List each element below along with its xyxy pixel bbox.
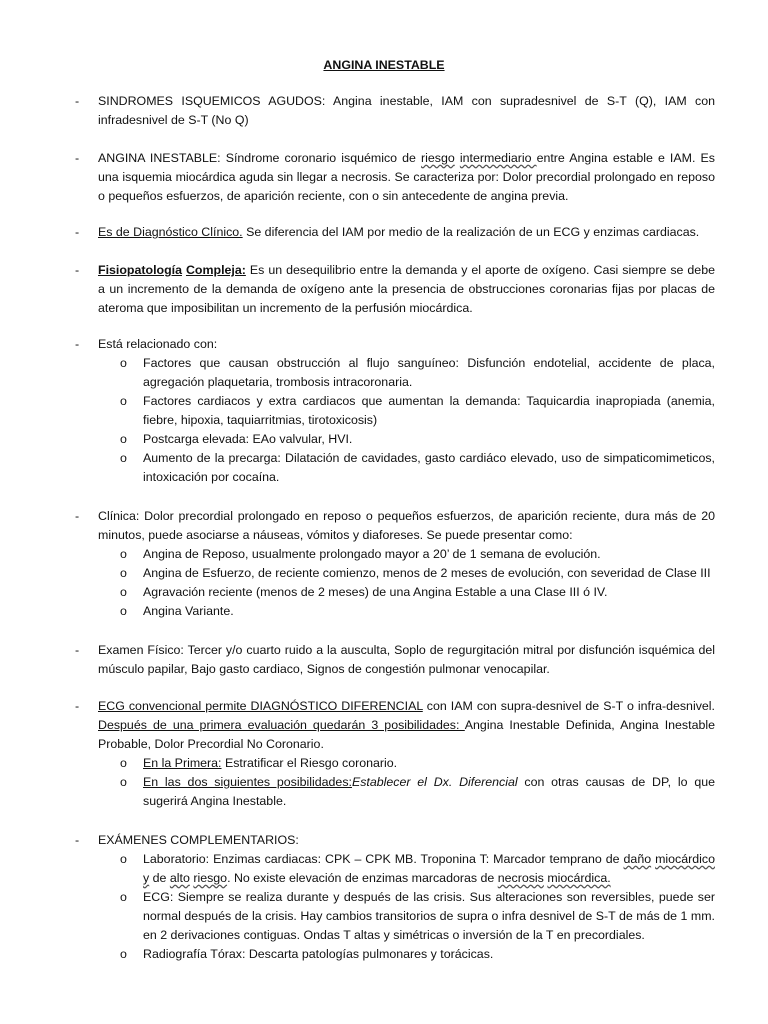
bullet-marker: o bbox=[120, 432, 127, 446]
bullet-marker: o bbox=[120, 604, 127, 618]
definition-text-b: entre Angina estable e IAM. Es una isquemia miocárdica aguda sin llegar a necrosis. Se caracteriza por: Dolor precordial prolongado en reposo o pequeños esfuerzos, de aparición reciente, con o sin antecedente de angina previa. bbox=[98, 151, 715, 203]
section-relacionado bbox=[75, 335, 715, 487]
bullet-marker: o bbox=[120, 356, 127, 370]
siguientes-text: con otras causas de DP, lo que sugerirá Angina Inestable. bbox=[143, 775, 715, 808]
dash-marker: - bbox=[75, 94, 80, 108]
word-y: y bbox=[143, 871, 150, 885]
list-item-text: Aumento de la precarga: Dilatación de cavidades, gasto cardiáco elevado, uso de simpaticomimeticos, intoxicación por cocaína. bbox=[143, 451, 715, 484]
dx-diferencial-text: Establecer el Dx. Diferencial bbox=[351, 775, 518, 789]
list-item-text: Factores cardiacos y extra cardiacos que aumentan la demanda: Taquicardia inapropiada (anemia, fiebre, hipoxia, taquiarritmias, tirotoxicosis) bbox=[143, 394, 715, 427]
list-item bbox=[98, 602, 715, 621]
ecg-text-1: con IAM con supra-desnivel de S-T o infra-desnivel. bbox=[422, 699, 715, 713]
diagnostico-clinico-label: Es de Diagnóstico Clínico. bbox=[98, 225, 243, 239]
list-item bbox=[98, 430, 715, 449]
list-item-laboratorio bbox=[98, 850, 715, 888]
list-item bbox=[98, 449, 715, 487]
sindromes-text: SINDROMES ISQUEMICOS AGUDOS: Angina inestable, IAM con supradesnivel de S-T (Q), IAM con infradesnivel de S-T (No Q) bbox=[98, 94, 715, 127]
section-sindromes bbox=[75, 92, 715, 130]
primera-label: En la Primera: bbox=[143, 756, 222, 770]
dash-marker: - bbox=[75, 151, 80, 165]
list-item-radiografia bbox=[98, 945, 715, 964]
word-miocardico: miocárdico bbox=[655, 852, 715, 866]
list-item bbox=[98, 392, 715, 430]
lab-text-b: de bbox=[149, 871, 170, 885]
bullet-marker: o bbox=[120, 775, 127, 789]
list-item bbox=[98, 354, 715, 392]
primera-text: Estratificar el Riesgo coronario. bbox=[221, 756, 398, 770]
list-item-text: Agravación reciente (menos de 2 meses) de una Angina Estable a una Clase III ó IV. bbox=[143, 585, 608, 599]
section-diagnostico bbox=[75, 223, 715, 242]
dash-marker: - bbox=[75, 833, 80, 847]
fisiopatologia-label: Fisiopatología bbox=[98, 263, 182, 277]
word-riesgo: riesgo bbox=[421, 151, 455, 165]
list-item bbox=[98, 773, 715, 811]
lab-text-a: Laboratorio: Enzimas cardiacas: CPK – CPK MB. Troponina T: Marcador temprano de bbox=[143, 852, 624, 866]
word-intermediario: intermediario bbox=[459, 151, 537, 165]
diagnostico-text bbox=[98, 223, 715, 242]
examen-fisico-text: Examen Físico: Tercer y/o cuarto ruido a la ausculta, Soplo de regurgitación mitral por disfunción isquémica del músculo papilar, Bajo gasto cardiaco, Signos de congestión pulmonar venocapilar. bbox=[98, 643, 715, 676]
list-item-ecg bbox=[98, 888, 715, 945]
page-title: ANGINA INESTABLE bbox=[323, 58, 445, 72]
fisiopatologia-rest: Es un desequilibrio entre la demanda y el aporte de oxígeno. Casi siempre se debe a un incremento de la demanda de oxígeno ante la presencia de obstrucciones coronarias fijas por placas de ateroma que imposibilitan un incremento de la perfusión miocárdica. bbox=[98, 263, 715, 315]
lab-text-c: . No existe elevación de enzimas marcadoras de bbox=[227, 871, 498, 885]
bullet-marker: o bbox=[120, 547, 127, 561]
list-item bbox=[98, 754, 715, 773]
word-miocardica: miocárdica. bbox=[547, 871, 611, 885]
bullet-marker: o bbox=[120, 394, 127, 408]
bullet-marker: o bbox=[120, 756, 127, 770]
section-angina-inestable bbox=[75, 149, 715, 206]
ecg-text: ECG: Siempre se realiza durante y después de las crisis. Sus alteraciones son reversibles, puede ser normal después de la crisis. Hay cambios transitorios de supra o infra desnivel de S-T de más de 1 mm. en 2 derivaciones contiguas. Ondas T altas y simétricas o inversión de la T en precordiales. bbox=[143, 890, 715, 942]
list-item bbox=[98, 545, 715, 564]
dash-marker: - bbox=[75, 225, 80, 239]
list-item-text: Postcarga elevada: EAo valvular, HVI. bbox=[143, 432, 353, 446]
list-item-text: Angina de Reposo, usualmente prolongado mayor a 20’ de 1 semana de evolución. bbox=[143, 547, 601, 561]
dash-marker: - bbox=[75, 643, 80, 657]
list-item-text: Angina de Esfuerzo, de reciente comienzo, menos de 2 meses de evolución, con severidad de Clase III bbox=[143, 566, 711, 580]
word-dano: daño bbox=[623, 852, 652, 866]
word-riesgo: riesgo bbox=[193, 871, 228, 885]
radiografia-text: Radiografía Tórax: Descarta patologías pulmonares y torácicas. bbox=[143, 947, 494, 961]
bullet-marker: o bbox=[120, 585, 127, 599]
ecg-text-2: Angina Inestable Definida, Angina Inestable Probable, Dolor Precordial No Coronario. bbox=[98, 718, 716, 751]
clinica-intro: Clínica: Dolor precordial prolongado en reposo o pequeños esfuerzos, de aparición reciente, dura más de 20 minutos, puede asociarse a náuseas, vómitos y diaforeses. Se puede presentar como: bbox=[98, 509, 715, 542]
word-alto: alto bbox=[169, 871, 190, 885]
list-item-text: Angina Variante. bbox=[143, 604, 234, 618]
fisiopatologia-text bbox=[98, 261, 715, 318]
compleja-label: Compleja: bbox=[185, 263, 246, 277]
section-examen-fisico bbox=[75, 641, 715, 679]
definition-text-a: ANGINA INESTABLE: Síndrome coronario isquémico de bbox=[98, 151, 422, 165]
section-ecg-diferencial bbox=[75, 697, 715, 811]
angina-inestable-text bbox=[98, 149, 715, 206]
ecg-diagnostico-label: ECG convencional permite DIAGNÓSTICO DIFERENCIAL bbox=[98, 699, 423, 713]
section-fisiopatologia bbox=[75, 261, 715, 318]
dash-marker: - bbox=[75, 509, 80, 523]
list-item bbox=[98, 583, 715, 602]
bullet-marker: o bbox=[120, 947, 127, 961]
section-examenes bbox=[75, 831, 715, 964]
word-necrosis: necrosis bbox=[497, 871, 544, 885]
examenes-intro: EXÁMENES COMPLEMENTARIOS: bbox=[98, 833, 299, 847]
relacionado-intro: Está relacionado con: bbox=[98, 337, 218, 351]
dash-marker: - bbox=[75, 699, 80, 713]
diagnostico-rest: Se diferencia del IAM por medio de la realización de un ECG y enzimas cardiacas. bbox=[242, 225, 700, 239]
ecg-diferencial-text bbox=[98, 697, 715, 754]
dash-marker: - bbox=[75, 263, 80, 277]
list-item bbox=[98, 564, 715, 583]
siguientes-label: En las dos siguientes posibilidades: bbox=[143, 775, 352, 789]
bullet-marker: o bbox=[120, 890, 127, 904]
list-item-text: Factores que causan obstrucción al flujo sanguíneo: Disfunción endotelial, accidente de placa, agregación plaquetaria, trombosis intracoronaria. bbox=[143, 356, 715, 389]
bullet-marker: o bbox=[120, 852, 127, 866]
dash-marker: - bbox=[75, 337, 80, 351]
posibilidades-label: Después de una primera evaluación quedarán 3 posibilidades: bbox=[98, 718, 465, 732]
bullet-marker: o bbox=[120, 451, 127, 465]
bullet-marker: o bbox=[120, 566, 127, 580]
section-clinica bbox=[75, 507, 715, 621]
